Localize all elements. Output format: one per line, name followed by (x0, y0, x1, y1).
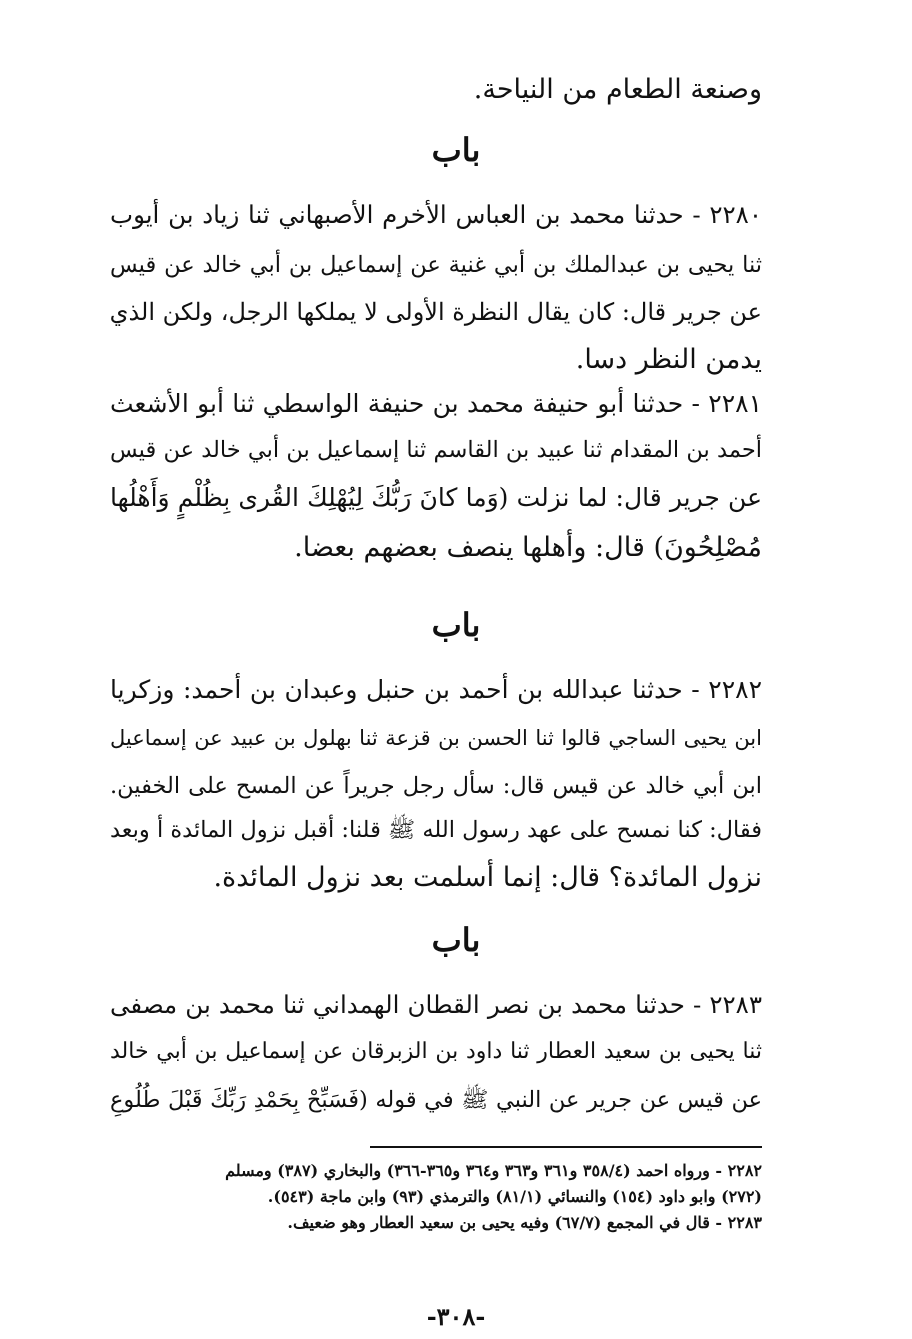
hadith-2282-line: ٢٢٨٢ - حدثنا عبدالله بن أحمد بن حنبل وعبدان بن أحمد: وزكريا (110, 675, 762, 704)
text-line: وصنعة الطعام من النياحة. (473, 74, 762, 105)
section-heading: باب (431, 606, 481, 644)
text-line: فقال: كنا نمسح على عهد رسول الله ﷺ قلنا: أقبل نزول المائدة أ وبعد (110, 817, 762, 843)
text-line: مُصْلِحُونَ) قال: وأهلها ينصف بعضهم بعضا. (294, 532, 762, 563)
text-line: عن جرير قال: كان يقال النظرة الأولى لا يملكها الرجل، ولكن الذي (109, 298, 762, 326)
text-line: عن قيس عن جرير عن النبي ﷺ في قوله (فَسَبِّحْ بِحَمْدِ رَبِّكَ قَبْلَ طُلُوعِ (110, 1087, 762, 1113)
footnote-divider (370, 1146, 762, 1148)
text-line: عن جرير قال: لما نزلت (وَما كانَ رَبُّكَ لِيُهْلِكَ القُرى بِظُلْمٍ وَأَهْلُها (110, 483, 762, 512)
footnote-line: (٢٧٢) وابو داود (١٥٤) والنسائي (٨١/١) والترمذي (٩٣) وابن ماجة (٥٤٣). (267, 1187, 762, 1206)
text-line: نزول المائدة؟ قال: إنما أسلمت بعد نزول المائدة. (213, 862, 762, 893)
footnote-line: ٢٢٨٣ - قال في المجمع (٦٧/٧) وفيه يحيى بن سعيد العطار وهو ضعيف. (287, 1213, 762, 1232)
hadith-2280-line: ٢٢٨٠ - حدثنا محمد بن العباس الأخرم الأصبهاني ثنا زياد بن أيوب (110, 200, 762, 229)
section-heading: باب (431, 131, 481, 169)
section-heading: باب (431, 921, 481, 959)
footnote-line: ٢٢٨٢ - ورواه احمد (٣٥٨/٤ و٣٦١ و٣٦٣ و٣٦٤ و٣٦٥-٣٦٦) والبخاري (٣٨٧) ومسلم (225, 1161, 762, 1180)
hadith-2283-line: ٢٢٨٣ - حدثنا محمد بن نصر القطان الهمداني ثنا محمد بن مصفى (110, 990, 762, 1019)
text-line: ابن أبي خالد عن قيس قال: سأل رجل جريراً عن المسح على الخفين. (110, 773, 762, 799)
text-line: ثنا يحيى بن عبدالملك بن أبي غنية عن إسماعيل بن أبي خالد عن قيس (110, 252, 762, 278)
text-line: يدمن النظر دسا. (575, 344, 762, 375)
page-number: -٣٠٨- (426, 1302, 486, 1331)
hadith-2281-line: ٢٢٨١ - حدثنا أبو حنيفة محمد بن حنيفة الواسطي ثنا أبو الأشعث (110, 389, 762, 418)
text-line: ابن يحيى الساجي قالوا ثنا الحسن بن قزعة ثنا بهلول بن عبيد عن إسماعيل (110, 726, 762, 750)
text-line: أحمد بن المقدام ثنا عبيد بن القاسم ثنا إسماعيل بن أبي خالد عن قيس (110, 437, 762, 463)
text-line: ثنا يحيى بن سعيد العطار ثنا داود بن الزبرقان عن إسماعيل بن أبي خالد (110, 1039, 762, 1064)
